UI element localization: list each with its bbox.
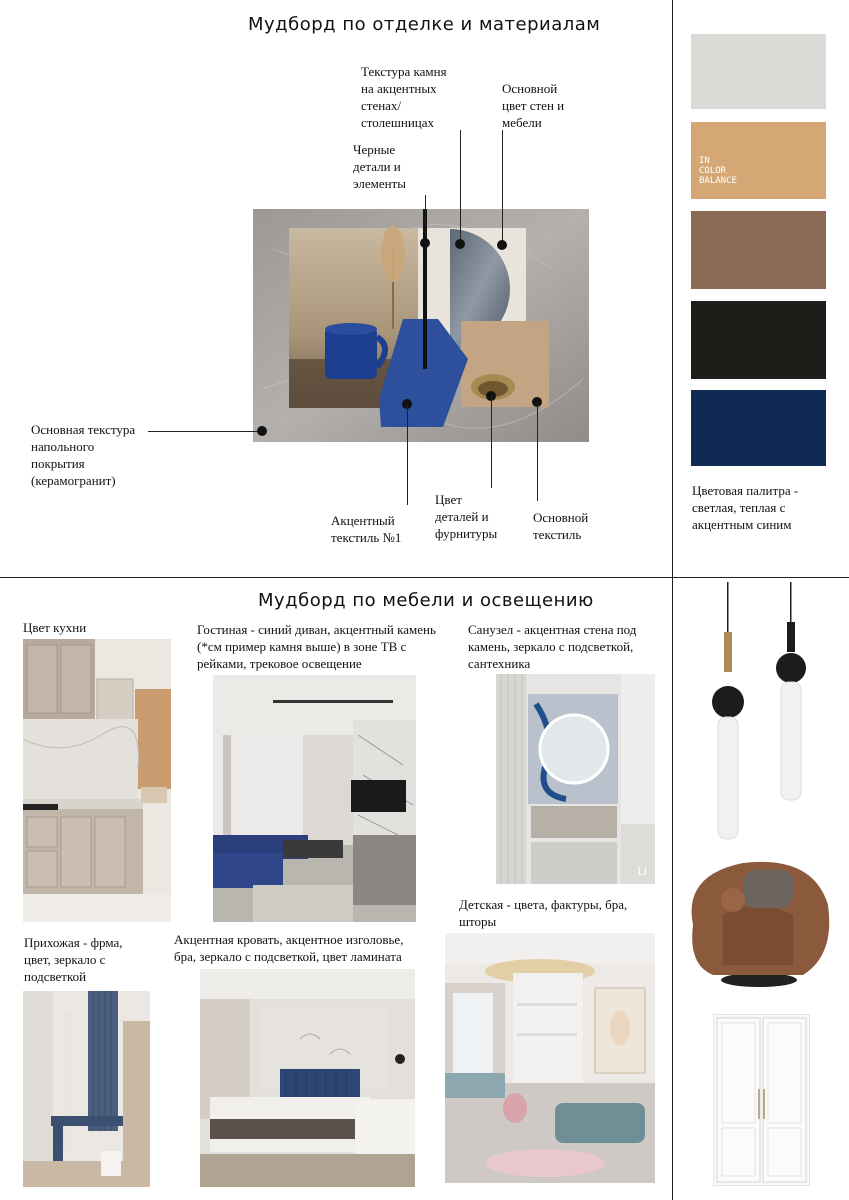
palette-caption: Цветовая палитра - светлая, теплая с акцентным синим — [692, 483, 799, 532]
caption-living: Гостиная - синий диван, акцентный камень (*см пример камня выше) в зоне ТВ с рейками, трековое освещение — [197, 622, 436, 671]
living-room-photo — [213, 675, 416, 922]
caption-kids: Детская - цвета, фактуры, бра, шторы — [459, 897, 628, 929]
swatch-black — [691, 301, 826, 379]
swatch-light-gray — [691, 34, 826, 109]
label-main-textile: Основной текстиль — [533, 510, 589, 542]
kids-room-photo — [445, 933, 655, 1183]
pointer-line-black — [425, 195, 426, 240]
pointer-line-floor — [148, 431, 260, 432]
pendant-lights-photo — [700, 582, 820, 844]
pointer-line-textile1 — [407, 404, 408, 505]
swatch-caramel — [691, 122, 826, 199]
swatch-logo-text: IN COLOR BALANCE — [699, 156, 737, 186]
divider-vertical-bottom — [672, 578, 673, 1200]
pointer-line-textile — [537, 402, 538, 501]
label-textile1: Акцентный текстиль №1 — [331, 513, 402, 545]
armchair-photo — [683, 855, 835, 990]
label-stone: Текстура камня на акцентных стенах/ столешницах — [361, 64, 447, 130]
divider-horizontal — [0, 577, 849, 578]
bathroom-photo-logo: LI — [637, 865, 647, 878]
divider-vertical-top — [672, 0, 673, 578]
caption-hall: Прихожая - фрма, цвет, зеркало с подсветкой — [24, 935, 123, 984]
label-black-details: Черные детали и элементы — [353, 142, 406, 191]
wardrobe-photo — [713, 1014, 810, 1186]
furniture-title: Мудборд по мебели и освещению — [258, 590, 594, 611]
bathroom-photo — [496, 674, 655, 884]
caption-bedroom: Акцентная кровать, акцентное изголовье, бра, зеркало с подсветкой, цвет ламината — [174, 932, 404, 964]
bedroom-photo — [200, 969, 415, 1187]
swatch-brown — [691, 211, 826, 289]
label-base-color: Основной цвет стен и мебели — [502, 81, 565, 130]
kitchen-photo — [23, 639, 171, 922]
swatch-navy — [691, 390, 826, 466]
hallway-photo — [23, 991, 150, 1187]
label-hardware: Цвет деталей и фурнитуры — [435, 492, 498, 541]
pointer-line-base — [502, 130, 503, 244]
pointer-line-stone — [460, 130, 461, 240]
caption-bath: Санузел - акцентная стена под камень, зеркало с подсветкой, сантехника — [468, 622, 637, 671]
label-floor: Основная текстура напольного покрытия (керамогранит) — [31, 422, 136, 488]
pointer-dot-base — [497, 240, 507, 250]
caption-kitchen: Цвет кухни — [23, 620, 87, 635]
pointer-line-hardware — [491, 396, 492, 488]
pointer-dot-floor — [257, 426, 267, 436]
pointer-dot-stone — [455, 239, 465, 249]
materials-title: Мудборд по отделке и материалам — [248, 14, 601, 35]
pointer-dot-black — [420, 238, 430, 248]
